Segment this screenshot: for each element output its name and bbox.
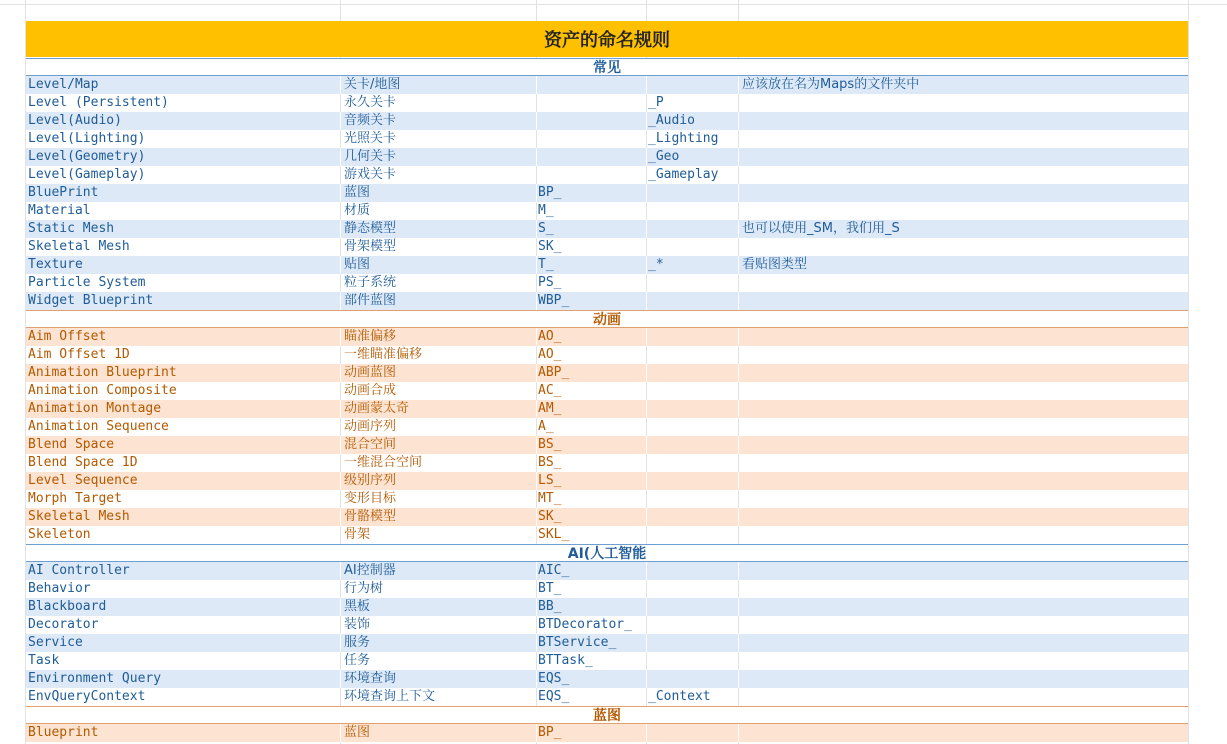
cell-divider: [738, 454, 739, 472]
cell-divider: [738, 220, 739, 238]
chinese-name-cell[interactable]: 动画合成: [344, 383, 397, 398]
cell-divider: [340, 652, 341, 670]
prefix-cell[interactable]: A_: [538, 419, 554, 434]
table-row[interactable]: [26, 76, 1188, 94]
cell-divider: [340, 220, 341, 238]
cell-divider: [738, 508, 739, 526]
cell-divider: [738, 634, 739, 652]
prefix-cell[interactable]: WBP_: [538, 293, 570, 308]
asset-type-cell[interactable]: Level Sequence: [28, 473, 138, 488]
suffix-cell[interactable]: [646, 328, 648, 346]
chinese-name-cell[interactable]: 瞄准偏移: [344, 329, 397, 344]
chinese-name-cell[interactable]: 黑板: [344, 599, 371, 614]
suffix-cell[interactable]: [646, 238, 648, 256]
table-row[interactable]: [26, 616, 1188, 634]
row-divider: [0, 4, 1227, 5]
prefix-cell[interactable]: T_: [538, 257, 554, 272]
suffix-cell[interactable]: [646, 76, 648, 94]
cell-divider: [340, 580, 341, 598]
prefix-cell[interactable]: AO_: [538, 329, 562, 344]
cell-divider: [738, 580, 739, 598]
asset-type-cell[interactable]: BluePrint: [28, 185, 99, 200]
chinese-name-cell[interactable]: 一维瞄准偏移: [344, 347, 423, 362]
prefix-cell[interactable]: [536, 94, 538, 112]
asset-type-cell[interactable]: Animation Blueprint: [28, 365, 177, 380]
chinese-name-cell[interactable]: 光照关卡: [344, 131, 397, 146]
table-row[interactable]: [26, 670, 1188, 688]
suffix-cell[interactable]: [646, 454, 648, 472]
chinese-name-cell[interactable]: 骨骼模型: [344, 509, 397, 524]
prefix-cell[interactable]: BTTask_: [538, 653, 593, 668]
cell-divider: [738, 436, 739, 454]
note-cell[interactable]: [740, 598, 742, 616]
cell-divider: [340, 76, 341, 94]
prefix-cell[interactable]: S_: [538, 221, 554, 236]
chinese-name-cell[interactable]: 关卡/地图: [344, 77, 401, 92]
chinese-name-cell[interactable]: 音频关卡: [344, 113, 397, 128]
prefix-cell[interactable]: BS_: [538, 437, 562, 452]
asset-type-cell[interactable]: Level(Lighting): [28, 131, 146, 146]
table-row[interactable]: [26, 274, 1188, 292]
chinese-name-cell[interactable]: 变形目标: [344, 491, 397, 506]
cell-divider: [738, 238, 739, 256]
table-row[interactable]: [26, 436, 1188, 454]
note-cell[interactable]: [740, 616, 742, 634]
prefix-cell[interactable]: BTDecorator_: [538, 617, 632, 632]
asset-type-cell[interactable]: Level(Geometry): [28, 149, 146, 164]
prefix-cell[interactable]: M_: [538, 203, 554, 218]
cell-divider: [738, 364, 739, 382]
section-header[interactable]: AI(人工智能: [26, 544, 1188, 562]
cell-divider: [738, 724, 739, 742]
chinese-name-cell[interactable]: 行为树: [344, 581, 384, 596]
chinese-name-cell[interactable]: AI控制器: [344, 563, 396, 578]
column-divider: [1188, 0, 1189, 744]
note-cell[interactable]: [740, 634, 742, 652]
prefix-cell[interactable]: BP_: [538, 725, 562, 740]
cell-divider: [738, 112, 739, 130]
note-cell[interactable]: 看贴图类型: [742, 257, 808, 272]
asset-type-cell[interactable]: Widget Blueprint: [28, 293, 154, 308]
chinese-name-cell[interactable]: 粒子系统: [344, 275, 397, 290]
prefix-cell[interactable]: BP_: [538, 185, 562, 200]
suffix-cell[interactable]: [646, 202, 648, 220]
cell-divider: [340, 508, 341, 526]
note-cell[interactable]: [740, 202, 742, 220]
chinese-name-cell[interactable]: 装饰: [344, 617, 371, 632]
cell-divider: [738, 166, 739, 184]
asset-type-cell[interactable]: Animation Sequence: [28, 419, 169, 434]
prefix-cell[interactable]: [536, 130, 538, 148]
cell-divider: [340, 202, 341, 220]
suffix-cell[interactable]: _P: [648, 95, 664, 110]
chinese-name-cell[interactable]: 部件蓝图: [344, 293, 397, 308]
note-cell[interactable]: [740, 166, 742, 184]
table-row[interactable]: [26, 292, 1188, 310]
note-cell[interactable]: [740, 364, 742, 382]
asset-type-cell[interactable]: Decorator: [28, 617, 99, 632]
chinese-name-cell[interactable]: 服务: [344, 635, 371, 650]
suffix-cell[interactable]: _Audio: [648, 113, 695, 128]
prefix-cell[interactable]: BT_: [538, 581, 562, 596]
prefix-cell[interactable]: AC_: [538, 383, 562, 398]
note-cell[interactable]: [740, 418, 742, 436]
suffix-cell[interactable]: _Geo: [648, 149, 680, 164]
cell-divider: [738, 94, 739, 112]
asset-type-cell[interactable]: Material: [28, 203, 91, 218]
note-cell[interactable]: [740, 670, 742, 688]
note-cell[interactable]: [740, 382, 742, 400]
chinese-name-cell[interactable]: 混合空间: [344, 437, 397, 452]
prefix-cell[interactable]: BB_: [538, 599, 562, 614]
suffix-cell[interactable]: _*: [648, 257, 664, 272]
cell-divider: [340, 490, 341, 508]
chinese-name-cell[interactable]: 材质: [344, 203, 371, 218]
cell-divider: [340, 670, 341, 688]
note-cell[interactable]: [740, 490, 742, 508]
chinese-name-cell[interactable]: 骨架模型: [344, 239, 397, 254]
table-row[interactable]: [26, 328, 1188, 346]
table-row[interactable]: [26, 508, 1188, 526]
prefix-cell[interactable]: ABP_: [538, 365, 570, 380]
chinese-name-cell[interactable]: 动画序列: [344, 419, 397, 434]
cell-divider: [738, 598, 739, 616]
cell-divider: [340, 364, 341, 382]
cell-divider: [738, 202, 739, 220]
table-row[interactable]: [26, 220, 1188, 238]
cell-divider: [738, 292, 739, 310]
suffix-cell[interactable]: _Gameplay: [648, 167, 719, 182]
note-cell[interactable]: [740, 238, 742, 256]
chinese-name-cell[interactable]: 动画蒙太奇: [344, 401, 410, 416]
note-cell[interactable]: [740, 148, 742, 166]
chinese-name-cell[interactable]: 蓝图: [344, 725, 371, 740]
prefix-cell[interactable]: EQS_: [538, 689, 570, 704]
cell-divider: [340, 166, 341, 184]
note-cell[interactable]: [740, 346, 742, 364]
cell-divider: [340, 616, 341, 634]
suffix-cell[interactable]: [646, 472, 648, 490]
table-row[interactable]: [26, 490, 1188, 508]
cell-divider: [738, 130, 739, 148]
cell-divider: [738, 148, 739, 166]
cell-divider: [340, 598, 341, 616]
table-row[interactable]: [26, 472, 1188, 490]
suffix-cell[interactable]: [646, 652, 648, 670]
table-row[interactable]: [26, 166, 1188, 184]
cell-divider: [738, 490, 739, 508]
cell-divider: [340, 112, 341, 130]
section-header[interactable]: 动画: [26, 310, 1188, 328]
table-row[interactable]: [26, 202, 1188, 220]
suffix-cell[interactable]: [646, 418, 648, 436]
prefix-cell[interactable]: [536, 112, 538, 130]
chinese-name-cell[interactable]: 永久关卡: [344, 95, 397, 110]
note-cell[interactable]: [740, 274, 742, 292]
note-cell[interactable]: [740, 94, 742, 112]
note-cell[interactable]: [740, 688, 742, 706]
asset-type-cell[interactable]: Static Mesh: [28, 221, 115, 236]
note-cell[interactable]: 也可以使用_SM，我们用_S: [742, 221, 900, 236]
chinese-name-cell[interactable]: 骨架: [344, 527, 371, 542]
chinese-name-cell[interactable]: 贴图: [344, 257, 371, 272]
cell-divider: [340, 148, 341, 166]
asset-type-cell[interactable]: Particle System: [28, 275, 146, 290]
suffix-cell[interactable]: [646, 508, 648, 526]
cell-divider: [738, 274, 739, 292]
suffix-cell[interactable]: [646, 436, 648, 454]
chinese-name-cell[interactable]: 环境查询上下文: [344, 689, 436, 704]
note-cell[interactable]: [740, 184, 742, 202]
table-row[interactable]: [26, 598, 1188, 616]
chinese-name-cell[interactable]: 级别序列: [344, 473, 397, 488]
table-row[interactable]: [26, 400, 1188, 418]
asset-type-cell[interactable]: Behavior: [28, 581, 91, 596]
chinese-name-cell[interactable]: 一维混合空间: [344, 455, 423, 470]
cell-divider: [340, 328, 341, 346]
suffix-cell[interactable]: [646, 490, 648, 508]
note-cell[interactable]: [740, 400, 742, 418]
asset-type-cell[interactable]: Level(Gameplay): [28, 167, 146, 182]
chinese-name-cell[interactable]: 静态模型: [344, 221, 397, 236]
suffix-cell[interactable]: [646, 580, 648, 598]
note-cell[interactable]: [740, 472, 742, 490]
cell-divider: [340, 688, 341, 706]
table-row[interactable]: [26, 148, 1188, 166]
asset-type-cell[interactable]: Environment Query: [28, 671, 162, 686]
cell-divider: [738, 652, 739, 670]
cell-divider: [738, 400, 739, 418]
cell-divider: [738, 670, 739, 688]
prefix-cell[interactable]: SK_: [538, 239, 562, 254]
section-header[interactable]: 常见: [26, 58, 1188, 76]
cell-divider: [340, 472, 341, 490]
suffix-cell[interactable]: [646, 400, 648, 418]
cell-divider: [340, 382, 341, 400]
cell-divider: [738, 562, 739, 580]
table-row[interactable]: [26, 652, 1188, 670]
asset-type-cell[interactable]: Skeletal Mesh: [28, 509, 130, 524]
prefix-cell[interactable]: AIC_: [538, 563, 570, 578]
suffix-cell[interactable]: [646, 526, 648, 544]
asset-type-cell[interactable]: Blackboard: [28, 599, 107, 614]
cell-divider: [738, 526, 739, 544]
note-cell[interactable]: [740, 652, 742, 670]
cell-divider: [340, 418, 341, 436]
asset-type-cell[interactable]: Level/Map: [28, 77, 99, 92]
cell-divider: [340, 292, 341, 310]
prefix-cell[interactable]: [536, 148, 538, 166]
cell-divider: [738, 616, 739, 634]
note-cell[interactable]: 应该放在名为Maps的文件夹中: [742, 77, 920, 92]
note-cell[interactable]: [740, 526, 742, 544]
cell-divider: [340, 94, 341, 112]
asset-type-cell[interactable]: Level(Audio): [28, 113, 122, 128]
suffix-cell[interactable]: [646, 724, 648, 742]
table-row[interactable]: [26, 580, 1188, 598]
suffix-cell[interactable]: _Context: [648, 689, 711, 704]
chinese-name-cell[interactable]: 游戏关卡: [344, 167, 397, 182]
prefix-cell[interactable]: [536, 76, 538, 94]
table-row[interactable]: [26, 688, 1188, 706]
suffix-cell[interactable]: [646, 562, 648, 580]
asset-type-cell[interactable]: EnvQueryContext: [28, 689, 146, 704]
asset-type-cell[interactable]: Task: [28, 653, 60, 668]
note-cell[interactable]: [740, 292, 742, 310]
note-cell[interactable]: [740, 112, 742, 130]
suffix-cell[interactable]: [646, 274, 648, 292]
section-header[interactable]: 蓝图: [26, 706, 1188, 724]
cell-divider: [340, 130, 341, 148]
cell-divider: [738, 472, 739, 490]
cell-divider: [738, 382, 739, 400]
suffix-cell[interactable]: [646, 364, 648, 382]
suffix-cell[interactable]: [646, 184, 648, 202]
prefix-cell[interactable]: SKL_: [538, 527, 570, 542]
table-row[interactable]: [26, 418, 1188, 436]
table-row[interactable]: [26, 184, 1188, 202]
cell-divider: [340, 400, 341, 418]
cell-divider: [340, 184, 341, 202]
cell-divider: [340, 346, 341, 364]
cell-divider: [738, 328, 739, 346]
prefix-cell[interactable]: PS_: [538, 275, 562, 290]
cell-divider: [340, 256, 341, 274]
cell-divider: [738, 418, 739, 436]
table-row[interactable]: [26, 634, 1188, 652]
asset-type-cell[interactable]: Skeletal Mesh: [28, 239, 130, 254]
table-row[interactable]: [26, 364, 1188, 382]
note-cell[interactable]: [740, 580, 742, 598]
table-row[interactable]: [26, 238, 1188, 256]
note-cell[interactable]: [740, 562, 742, 580]
note-cell[interactable]: [740, 454, 742, 472]
table-row[interactable]: [26, 130, 1188, 148]
suffix-cell[interactable]: [646, 616, 648, 634]
prefix-cell[interactable]: BTService_: [538, 635, 617, 650]
sheet-title[interactable]: 资产的命名规则: [26, 21, 1188, 57]
chinese-name-cell[interactable]: 几何关卡: [344, 149, 397, 164]
cell-divider: [340, 526, 341, 544]
table-row[interactable]: [26, 256, 1188, 274]
suffix-cell[interactable]: _Lighting: [648, 131, 719, 146]
prefix-cell[interactable]: AO_: [538, 347, 562, 362]
note-cell[interactable]: [740, 328, 742, 346]
cell-divider: [340, 562, 341, 580]
cell-divider: [340, 724, 341, 742]
suffix-cell[interactable]: [646, 292, 648, 310]
cell-divider: [340, 634, 341, 652]
prefix-cell[interactable]: [536, 166, 538, 184]
table-row[interactable]: [26, 454, 1188, 472]
suffix-cell[interactable]: [646, 220, 648, 238]
prefix-cell[interactable]: MT_: [538, 491, 562, 506]
suffix-cell[interactable]: [646, 382, 648, 400]
chinese-name-cell[interactable]: 蓝图: [344, 185, 371, 200]
suffix-cell[interactable]: [646, 598, 648, 616]
asset-type-cell[interactable]: Morph Target: [28, 491, 122, 506]
cell-divider: [738, 76, 739, 94]
cell-divider: [340, 436, 341, 454]
asset-type-cell[interactable]: Aim Offset 1D: [28, 347, 130, 362]
cell-divider: [738, 256, 739, 274]
asset-type-cell[interactable]: Blueprint: [28, 725, 99, 740]
cell-divider: [738, 184, 739, 202]
table-row[interactable]: [26, 724, 1188, 742]
table-row[interactable]: [26, 94, 1188, 112]
chinese-name-cell[interactable]: 任务: [344, 653, 371, 668]
prefix-cell[interactable]: LS_: [538, 473, 562, 488]
suffix-cell[interactable]: [646, 670, 648, 688]
note-cell[interactable]: [740, 130, 742, 148]
table-row[interactable]: [26, 112, 1188, 130]
cell-divider: [340, 274, 341, 292]
asset-type-cell[interactable]: Blend Space: [28, 437, 115, 452]
cell-divider: [738, 688, 739, 706]
chinese-name-cell[interactable]: 动画蓝图: [344, 365, 397, 380]
note-cell[interactable]: [740, 508, 742, 526]
cell-divider: [738, 346, 739, 364]
prefix-cell[interactable]: EQS_: [538, 671, 570, 686]
asset-type-cell[interactable]: Service: [28, 635, 83, 650]
prefix-cell[interactable]: BS_: [538, 455, 562, 470]
prefix-cell[interactable]: SK_: [538, 509, 562, 524]
asset-type-cell[interactable]: Texture: [28, 257, 83, 272]
table-row[interactable]: [26, 562, 1188, 580]
note-cell[interactable]: [740, 724, 742, 742]
chinese-name-cell[interactable]: 环境查询: [344, 671, 397, 686]
asset-type-cell[interactable]: Blend Space 1D: [28, 455, 138, 470]
table-row[interactable]: [26, 346, 1188, 364]
table-row[interactable]: [26, 526, 1188, 544]
asset-type-cell[interactable]: Skeleton: [28, 527, 91, 542]
asset-type-cell[interactable]: Aim Offset: [28, 329, 107, 344]
cell-divider: [340, 454, 341, 472]
note-cell[interactable]: [740, 436, 742, 454]
cell-divider: [340, 238, 341, 256]
suffix-cell[interactable]: [646, 634, 648, 652]
asset-type-cell[interactable]: AI Controller: [28, 563, 130, 578]
prefix-cell[interactable]: AM_: [538, 401, 562, 416]
asset-type-cell[interactable]: Animation Montage: [28, 401, 162, 416]
suffix-cell[interactable]: [646, 346, 648, 364]
asset-type-cell[interactable]: Level (Persistent): [28, 95, 169, 110]
asset-type-cell[interactable]: Animation Composite: [28, 383, 177, 398]
table-row[interactable]: [26, 382, 1188, 400]
